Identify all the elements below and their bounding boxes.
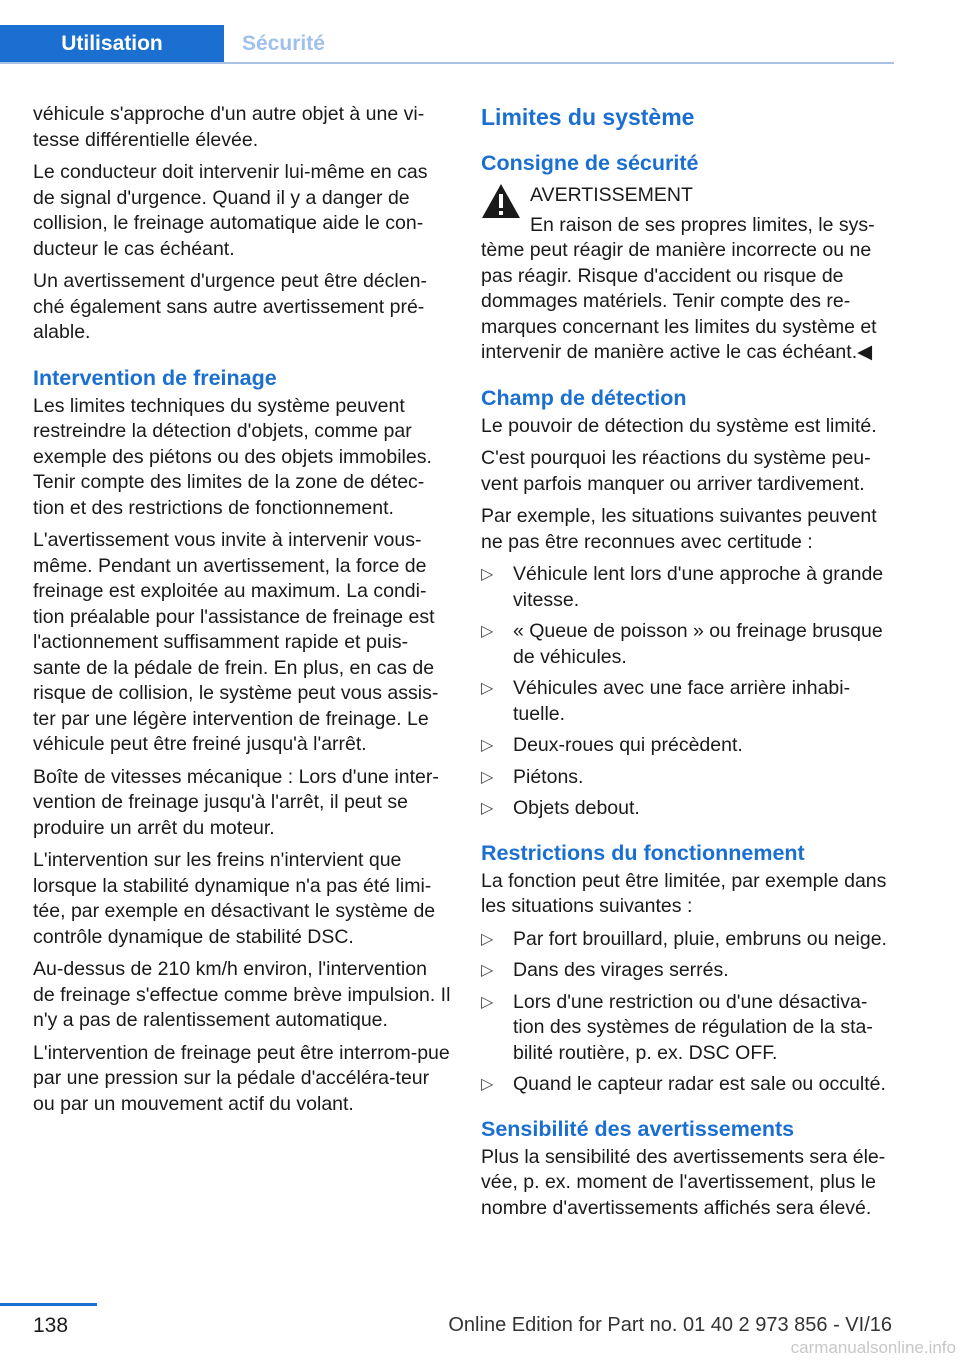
- triangle-bullet-icon: ▷: [481, 768, 494, 786]
- paragraph: Les limites techniques du système peuvent restreindre la détection d'objets, comme par exemple des piétons ou des objets immobiles. Tenir compte des limites de la zone de détec‐tion et des restrictions de fonctionnement.: [33, 394, 432, 519]
- list-restrictions: [481, 927, 895, 1098]
- triangle-bullet-icon: ▷: [481, 1076, 494, 1093]
- page-number-rule: [0, 1303, 97, 1306]
- paragraph: Boîte de vitesses mécanique : Lors d'une inter‐vention de freinage jusqu'à l'arrêt, il peut se produire un arrêt du moteur.: [33, 765, 439, 839]
- heading-restrictions: Restrictions du fonctionnement: [481, 840, 805, 865]
- list-item: ▷ Quand le capteur radar est sale ou occulté.: [481, 1072, 895, 1098]
- right-column: [481, 102, 895, 1228]
- paragraph: Le conducteur doit intervenir lui-même en cas de signal d'urgence. Quand il y a danger de collision, le freinage automatique aide le con‐ducteur le cas échéant.: [33, 161, 428, 260]
- triangle-bullet-icon: ▷: [481, 623, 494, 640]
- paragraph: C'est pourquoi les réactions du système peu‐vent parfois manquer ou arriver tardivement.: [481, 447, 871, 495]
- triangle-bullet-icon: ▷: [481, 930, 494, 948]
- paragraph: L'avertissement vous invite à intervenir vous-même. Pendant un avertissement, la force de freinage est exploitée au maximum. La condi‐tion préalable pour l'assistance de freinage est l'actionnement suffisamment rapide et puis‐sante de la pédale de frein. En plus, en cas de risque de collision, le système peut vous assis‐ter par une légère intervention de freinage. Le véhicule peut être freiné jusqu'à l'arrêt.: [33, 529, 439, 755]
- heading-sensibilite: Sensibilité des avertissements: [481, 1116, 795, 1141]
- list-item: ▷ Piétons.: [481, 765, 895, 791]
- warning-triangle-icon: [481, 183, 521, 219]
- list-champ: [481, 562, 895, 822]
- triangle-bullet-icon: ▷: [481, 962, 494, 979]
- warning-title: AVERTISSEMENT: [530, 184, 693, 206]
- paragraph: L'intervention sur les freins n'intervient que lorsque la stabilité dynamique n'a pas été limi‐tée, par exemple en désactivant le système de contrôle dynamique de stabilité DSC.: [33, 849, 436, 948]
- edition-footer: Online Edition for Part no. 01 40 2 973 856 - VI/16: [448, 1314, 892, 1336]
- list-item: ▷ Par fort brouillard, pluie, embruns ou neige.: [481, 927, 895, 953]
- left-column: [33, 102, 451, 1124]
- list-item: ▷ Véhicules avec une face arrière inhabi‐tuelle.: [481, 677, 851, 725]
- tab-utilisation[interactable]: Utilisation: [0, 25, 224, 62]
- list-item: ▷ Véhicule lent lors d'une approche à grande vitesse.: [481, 563, 884, 611]
- triangle-bullet-icon: ▷: [481, 680, 494, 697]
- tab-securite[interactable]: Sécurité: [242, 31, 325, 55]
- list-item: ▷ Dans des virages serrés.: [481, 958, 895, 984]
- triangle-bullet-icon: ▷: [481, 566, 494, 583]
- triangle-bullet-icon: ▷: [481, 993, 494, 1011]
- paragraph: Plus la sensibilité des avertissements sera éle‐vée, p. ex. moment de l'avertissement, plus le nombre d'avertissements affichés sera élevé.: [481, 1145, 886, 1219]
- paragraph: Le pouvoir de détection du système est limité.: [481, 414, 877, 437]
- warning-block: [481, 183, 895, 209]
- list-item: ▷ Deux-roues qui précèdent.: [481, 733, 895, 759]
- heading-intervention-freinage: Intervention de freinage: [33, 365, 277, 390]
- triangle-bullet-icon: ▷: [481, 800, 494, 817]
- paragraph: Au-dessus de 210 km/h environ, l'intervention de freinage s'effectue comme brève impulsion. Il n'y a pas de ralentissement automatique.: [33, 958, 451, 1031]
- paragraph: La fonction peut être limitée, par exemple dans les situations suivantes :: [481, 869, 887, 917]
- heading-consigne-securite: Consigne de sécurité: [481, 151, 699, 175]
- paragraph: L'intervention de freinage peut être interrom‐pue par une pression sur la pédale d'accéléra‐teur ou par un mouvement actif du volant.: [33, 1041, 450, 1115]
- triangle-bullet-icon: ▷: [481, 737, 494, 754]
- list-item: ▷ Lors d'une restriction ou d'une désactiva‐tion des systèmes de régulation de la sta‐bilité routière, p. ex. DSC OFF.: [481, 990, 873, 1064]
- paragraph: Un avertissement d'urgence peut être déclen‐ché également sans autre avertissement pré‐alable.: [33, 270, 427, 343]
- page-number: 138: [33, 1314, 69, 1337]
- list-item: ▷ Objets debout.: [481, 796, 895, 822]
- paragraph: Par exemple, les situations suivantes peuvent ne pas être reconnues avec certitude :: [481, 505, 877, 553]
- watermark: carmanualsonline.info: [790, 1338, 956, 1357]
- list-item: ▷ « Queue de poisson » ou freinage brusque de véhicules.: [481, 620, 883, 668]
- heading-champ-detection: Champ de détection: [481, 385, 687, 410]
- heading-limites-systeme: Limites du système: [481, 104, 695, 130]
- paragraph: véhicule s'approche d'un autre objet à une vi‐tesse différentielle élevée.: [33, 103, 425, 151]
- warning-text: En raison de ses propres limites, le sys‐tème peut réagir de manière incorrecte ou ne pas réagir. Risque d'accident ou risque de dommages matériels. Tenir compte des re‐marques concernant les limites du système et intervenir de manière active le cas échéant.◀: [481, 213, 877, 363]
